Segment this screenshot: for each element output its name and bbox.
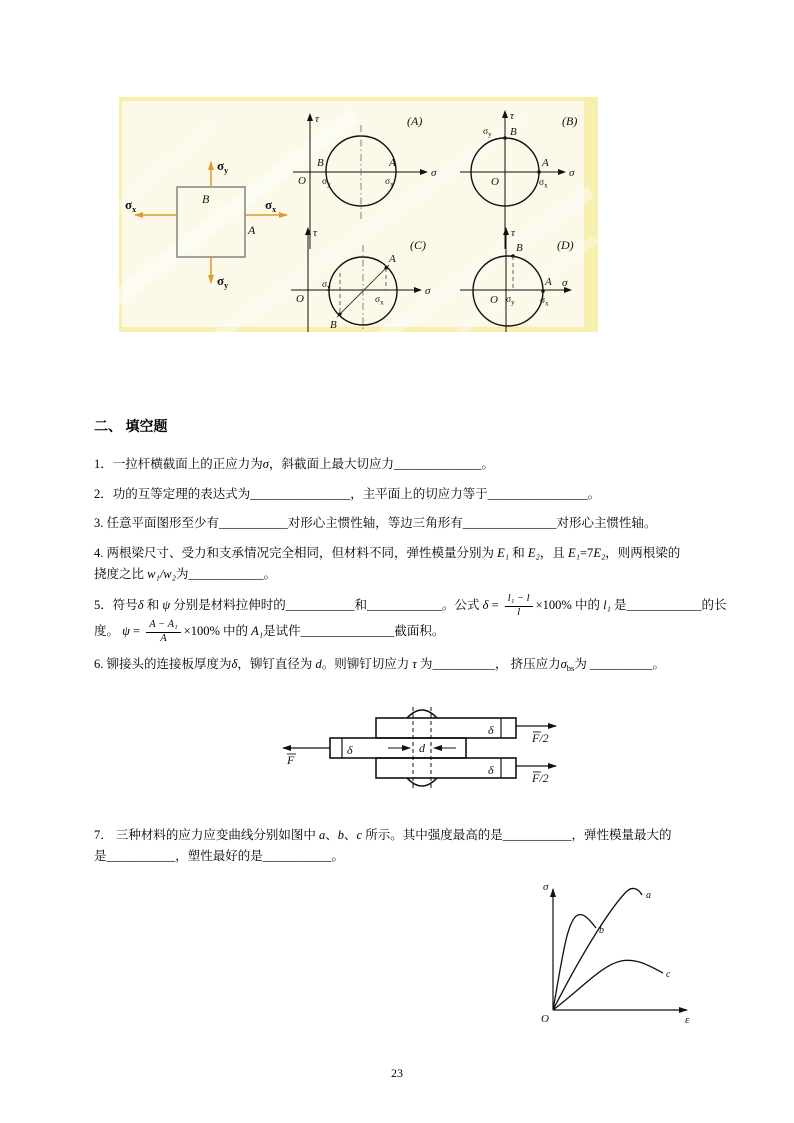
sigma-x-label: $\sigma_x$ bbox=[375, 295, 384, 307]
fill-in-blanks-section bbox=[94, 417, 794, 1030]
question-3: 3. 任意平面图形至少有___________对形心主惯性轴，等边三角形有_______________对形心主惯性轴。 bbox=[94, 516, 657, 530]
sigma-axis-label: σ bbox=[543, 881, 549, 894]
curve-c-label: c bbox=[666, 969, 671, 981]
sigma-axis-label: σ bbox=[425, 285, 431, 297]
sigma-y-bottom-label: $\sigma_y$ bbox=[217, 273, 229, 290]
force-F2-bottom-label: F/2 bbox=[532, 770, 549, 785]
question-1: 1．一拉杆横截面上的正应力为σ，斜截面上最大切应力______________。 bbox=[94, 457, 494, 471]
figure-background bbox=[119, 97, 598, 332]
origin-label: O bbox=[296, 293, 304, 305]
point-b-label: B bbox=[330, 319, 337, 331]
tau-axis-label: τ bbox=[511, 227, 515, 239]
curves bbox=[553, 889, 663, 1011]
sigma-y-label: $\sigma_y$ bbox=[322, 177, 331, 189]
point-b-label: B bbox=[202, 192, 210, 206]
curve-c bbox=[553, 961, 663, 1011]
sigma-x-right-label: $\sigma_x$ bbox=[265, 197, 277, 214]
origin-label: O bbox=[491, 176, 499, 188]
sigma-y-label: $\sigma_y$ bbox=[322, 280, 331, 292]
tau-axis-label: τ bbox=[313, 227, 317, 239]
section-title: 二、 填空题 bbox=[94, 420, 168, 435]
sigma-y-top-label: $\sigma_y$ bbox=[217, 158, 229, 175]
sigma-y-label: $\sigma_y$ bbox=[483, 127, 492, 139]
rivet-joint-figure bbox=[276, 693, 596, 813]
sigma-axis-label: σ bbox=[431, 167, 437, 179]
curve-b-label: b bbox=[599, 925, 604, 937]
tau-axis-label: τ bbox=[510, 110, 514, 122]
tau-axis-label: τ bbox=[315, 113, 319, 125]
curve-a bbox=[553, 889, 642, 1011]
point-a-label: A bbox=[248, 223, 256, 237]
plot-label: (D) bbox=[557, 238, 574, 252]
axes bbox=[553, 889, 687, 1010]
origin-label: O bbox=[298, 175, 306, 187]
curve-b bbox=[553, 915, 596, 1010]
page-number: 23 bbox=[391, 1066, 403, 1080]
plot-label: (C) bbox=[410, 238, 426, 252]
sigma-y-label: $\sigma_y$ bbox=[506, 295, 515, 307]
point-a-label: A bbox=[542, 157, 549, 169]
point-a-label: A bbox=[389, 253, 396, 265]
delta-bottom-label: δ bbox=[488, 762, 494, 777]
question-2: 2．功的互等定理的表达式为________________，主平面上的切应力等于________________。 bbox=[94, 486, 601, 501]
sigma-x-label: $\sigma_x$ bbox=[539, 178, 548, 190]
point-a-label: A bbox=[389, 157, 396, 169]
plot-label: (A) bbox=[407, 114, 423, 128]
point-b-label: B bbox=[510, 126, 517, 138]
rivet-diameter-label: d bbox=[419, 740, 425, 755]
point-b-label: B bbox=[317, 157, 324, 169]
delta-top-label: δ bbox=[488, 722, 494, 737]
point-a-label: A bbox=[545, 276, 552, 288]
delta-middle-label: δ bbox=[347, 742, 353, 757]
stress-strain-curves-figure bbox=[530, 875, 710, 1030]
point-b-label: B bbox=[516, 242, 523, 254]
force-F-label: F bbox=[287, 752, 295, 767]
sigma-x-left-label: $\sigma_x$ bbox=[125, 197, 137, 214]
origin-label: O bbox=[541, 1013, 549, 1026]
question-5: 5．符号δ 和 ψ 分别是材料拉伸时的___________和____________。公式 δ = $\frac{\text{l₁ − l}}{l}$ ×100% 中的 l₁ 是____________的长 度。 ψ = $\frac{\text{A − A₁}}{A}$ ×100% 中的 A₁是试件_______________截面积。 bbox=[94, 593, 727, 644]
sigma-x-label: $\sigma_x$ bbox=[540, 296, 549, 308]
force-F2-top-label: F/2 bbox=[532, 730, 549, 745]
sigma-axis-label: σ bbox=[569, 167, 575, 179]
epsilon-axis-label: ε bbox=[685, 1014, 690, 1027]
origin-label: O bbox=[490, 294, 498, 306]
sigma-x-label: $\sigma_x$ bbox=[385, 177, 394, 189]
curve-a-label: a bbox=[646, 890, 651, 902]
question-6: 6. 铆接头的连接板厚度为δ，铆钉直径为 d。则铆钉切应力 τ 为__________， 挤压应力$\sigma_{bs}$为 __________。 bbox=[94, 656, 666, 673]
plot-label: (B) bbox=[562, 114, 578, 128]
question-4: 4. 两根梁尺寸、受力和支承情况完全相同，但材料不同，弹性模量分别为 E₁ 和 E₂，且 E₁=7E₂，则两根梁的 挠度之比 w₁/w₂为____________。 bbox=[94, 545, 681, 581]
question-7: 7． 三种材料的应力应变曲线分别如图中 a、b、c 所示。其中强度最高的是___________，弹性模量最大的 是___________，塑性最好的是___________。 bbox=[94, 827, 672, 863]
sigma-axis-label: σ bbox=[562, 277, 568, 289]
mohr-circles-figure bbox=[119, 97, 598, 332]
